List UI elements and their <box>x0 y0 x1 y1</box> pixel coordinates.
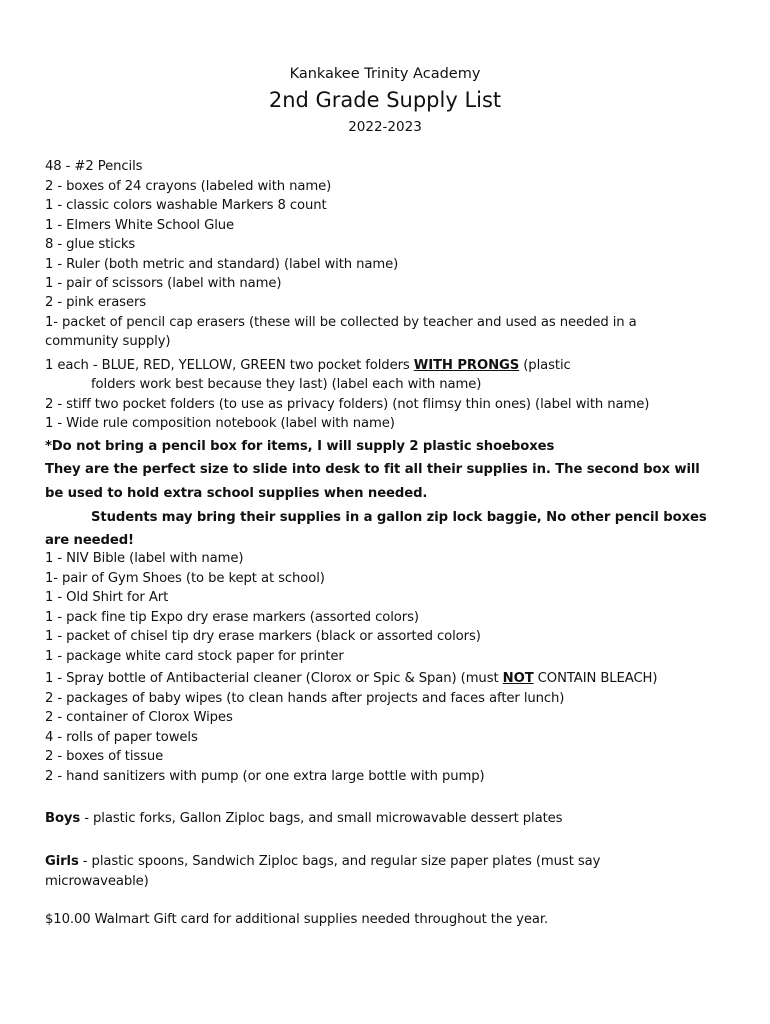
boys-line <box>45 810 562 828</box>
list-item: 1 - Wide rule composition notebook (label with name) <box>45 416 395 431</box>
folders-text-end: (plastic <box>519 358 571 373</box>
not-emphasis: NOT <box>502 671 534 686</box>
list-item: 4 - rolls of paper towels <box>45 730 198 745</box>
folders-text: 1 each - BLUE, RED, YELLOW, GREEN two pocket folders <box>45 358 414 373</box>
spray-text-end: CONTAIN BLEACH) <box>533 671 658 686</box>
list-item-folders <box>45 357 571 375</box>
list-item: 2 - packages of baby wipes (to clean hands after projects and faces after lunch) <box>45 691 565 706</box>
with-prongs-emphasis: WITH PRONGS <box>413 358 520 373</box>
list-item: 1 - Elmers White School Glue <box>45 218 235 233</box>
spray-text: 1 - Spray bottle of Antibacterial cleaner (Clorox or Spic & Span) (must <box>45 671 503 686</box>
list-item: 2 - boxes of 24 crayons (labeled with name) <box>45 179 332 194</box>
list-item: 1 - NIV Bible (label with name) <box>45 551 244 566</box>
school-name: Kankakee Trinity Academy <box>289 66 481 82</box>
boys-text: - plastic forks, Gallon Ziploc bags, and small microwavable dessert plates <box>80 811 563 826</box>
list-item: 2 - pink erasers <box>45 295 147 310</box>
school-year: 2022-2023 <box>348 119 422 135</box>
list-item: 1 - classic colors washable Markers 8 count <box>45 198 327 213</box>
list-item: 1 - pack fine tip Expo dry erase markers (assorted colors) <box>45 610 419 625</box>
list-item: 8 - glue sticks <box>45 237 136 252</box>
list-item: 1- packet of pencil cap erasers (these will be collected by teacher and used as needed in a <box>45 315 637 330</box>
boys-label: Boys <box>45 811 81 826</box>
list-item: 2 - container of Clorox Wipes <box>45 710 233 725</box>
list-item: 1 - pair of scissors (label with name) <box>45 276 282 291</box>
list-item-continued: community supply) <box>45 334 171 349</box>
list-item: 1- pair of Gym Shoes (to be kept at school) <box>45 571 325 586</box>
list-item-continued: folders work best because they last) (label each with name) <box>91 377 482 392</box>
list-item: 2 - stiff two pocket folders (to use as privacy folders) (not flimsy thin ones) (label with name) <box>45 397 650 412</box>
girls-line <box>45 853 600 871</box>
list-item: 1 - Ruler (both metric and standard) (label with name) <box>45 257 399 272</box>
list-item: 1 - Old Shirt for Art <box>45 590 169 605</box>
girls-text: - plastic spoons, Sandwich Ziploc bags, and regular size paper plates (must say <box>78 854 601 869</box>
page-title: 2nd Grade Supply List <box>268 88 502 112</box>
girls-label: Girls <box>45 854 79 869</box>
note-line: be used to hold extra school supplies when needed. <box>45 486 428 501</box>
note-line: *Do not bring a pencil box for items, I will supply 2 plastic shoeboxes <box>45 439 555 454</box>
list-item: 2 - hand sanitizers with pump (or one extra large bottle with pump) <box>45 769 485 784</box>
list-item-spray <box>45 670 657 688</box>
note-line: Students may bring their supplies in a gallon zip lock baggie, No other pencil boxes <box>91 510 707 525</box>
gift-card-line: $10.00 Walmart Gift card for additional supplies needed throughout the year. <box>45 912 549 927</box>
list-item: 1 - packet of chisel tip dry erase markers (black or assorted colors) <box>45 629 481 644</box>
note-line: They are the perfect size to slide into desk to fit all their supplies in. The second box will <box>45 462 700 477</box>
girls-line-continued: microwaveable) <box>45 874 149 889</box>
list-item: 1 - package white card stock paper for printer <box>45 649 344 664</box>
list-item: 2 - boxes of tissue <box>45 749 164 764</box>
note-line: are needed! <box>45 533 134 548</box>
list-item: 48 - #2 Pencils <box>45 159 143 174</box>
